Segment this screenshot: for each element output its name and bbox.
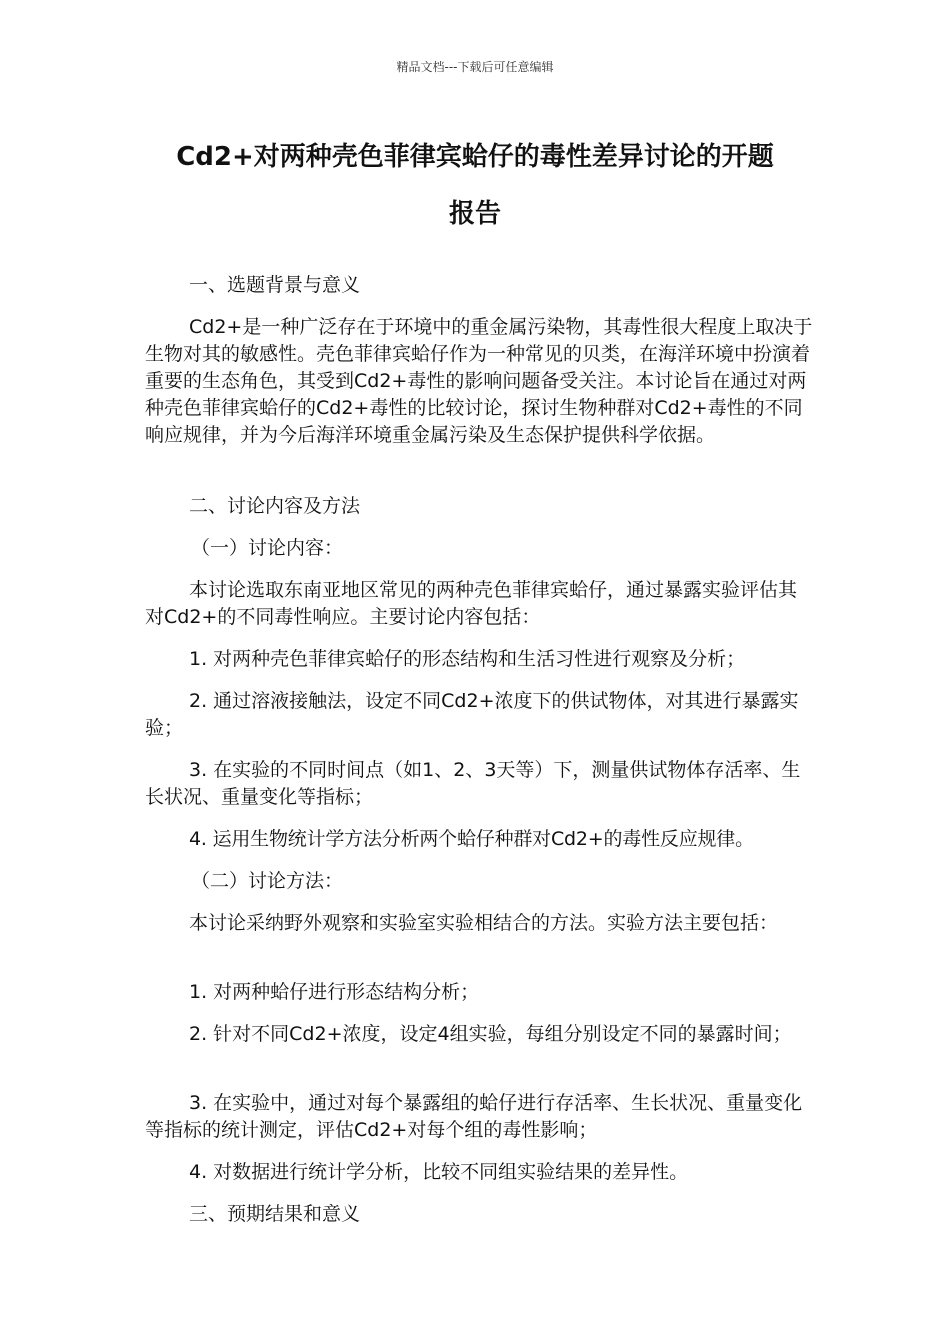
subsection-heading-content: （一）讨论内容： bbox=[191, 537, 344, 559]
section-heading-background: 一、选题背景与意义 bbox=[189, 274, 361, 296]
paragraph-background: Cd2+是一种广泛存在于环境中的重金属污染物，其毒性很大程度上取决于生物对其的敏感性。壳色菲律宾蛤仔作为一种常见的贝类，在海洋环境中扮演着重要的生态角色，其受到Cd2+毒性的影响问题备受关注。本讨论旨在通过对两种壳色菲律宾蛤仔的Cd2+毒性的比较讨论，探讨生物种群对Cd2+毒性的不同响应规律，并为今后海洋环境重金属污染及生态保护提供科学依据。 bbox=[145, 316, 813, 446]
subsection-heading-methods: （二）讨论方法： bbox=[191, 870, 344, 892]
section-heading-expected-results: 三、预期结果和意义 bbox=[189, 1203, 361, 1225]
list-item-content-3: 3. 在实验的不同时间点（如1、2、3天等）下，测量供试物体存活率、生长状况、重量变化等指标； bbox=[145, 759, 801, 808]
list-item-content-2: 2. 通过溶液接触法，设定不同Cd2+浓度下的供试物体，对其进行暴露实验； bbox=[145, 690, 799, 739]
list-item-methods-3: 3. 在实验中，通过对每个暴露组的蛤仔进行存活率、生长状况、重量变化等指标的统计测定，评估Cd2+对每个组的毒性影响； bbox=[145, 1092, 803, 1141]
paragraph-methods-intro: 本讨论采纳野外观察和实验室实验相结合的方法。实验方法主要包括： bbox=[189, 912, 779, 934]
header-note: 精品文档---下载后可任意编辑 bbox=[396, 60, 554, 74]
list-item-methods-4: 4. 对数据进行统计学分析，比较不同组实验结果的差异性。 bbox=[189, 1161, 689, 1183]
paragraph-content-intro: 本讨论选取东南亚地区常见的两种壳色菲律宾蛤仔，通过暴露实验评估其对Cd2+的不同毒性响应。主要讨论内容包括： bbox=[145, 579, 798, 628]
list-item-content-1: 1. 对两种壳色菲律宾蛤仔的形态结构和生活习性进行观察及分析； bbox=[189, 648, 746, 670]
section-heading-content-methods: 二、讨论内容及方法 bbox=[189, 495, 361, 517]
list-item-methods-2: 2. 针对不同Cd2+浓度，设定4组实验，每组分别设定不同的暴露时间； bbox=[189, 1023, 792, 1045]
document-title-line-1: Cd2+对两种壳色菲律宾蛤仔的毒性差异讨论的开题 bbox=[176, 142, 774, 172]
list-item-content-4: 4. 运用生物统计学方法分析两个蛤仔种群对Cd2+的毒性反应规律。 bbox=[189, 828, 754, 850]
document-title-line-2: 报告 bbox=[448, 199, 501, 229]
list-item-methods-1: 1. 对两种蛤仔进行形态结构分析； bbox=[189, 981, 480, 1003]
